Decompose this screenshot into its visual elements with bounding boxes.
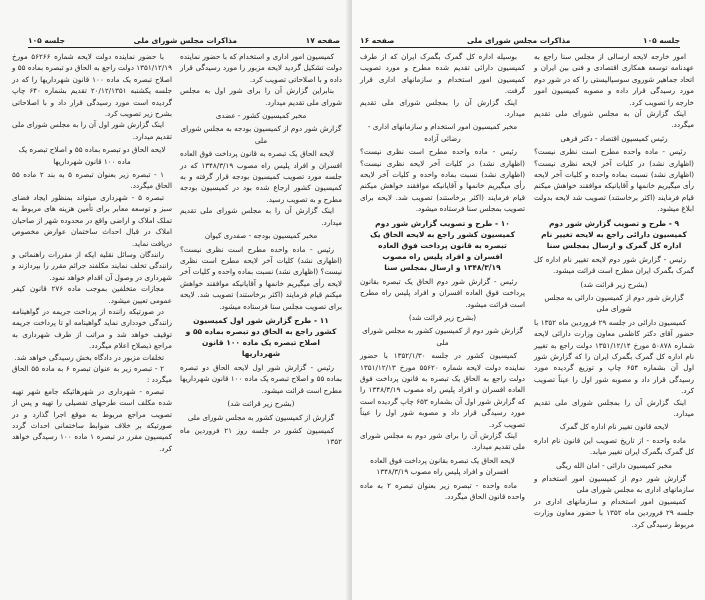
paragraph: رانندگان وسائل نقلیه ایکه از مقررات راهنمائی و رانندگی تخلف نمایند مکلفند جرائم مقرر را بپردازند و شهرداری در وصول آن اقدام خواهد نمود. <box>12 249 172 282</box>
page-header <box>360 33 680 48</box>
paragraph: اینک گزارش آن را برای شور دوم به مجلس شورای ملی تقدیم میدارد. <box>360 430 525 452</box>
page-number: صفحه ۱۷ <box>305 36 340 45</box>
paragraph: اینک گزارش آن را بمجلس شورای ملی تقدیم میدارد. <box>534 397 694 418</box>
paragraph: کمیسیون کشور در جلسه ۱۳۵۲/۱/۳۰ با حضور نماینده دولت لایحه شماره ۵۵۶۲۰ مورخ ۱۳۵۱/۱۲/۱۳ دولت راجع به الحاق یک تبصره به قانون پرداخت فوق العاده افسران و افراد پلیس راه مصوب ۱۳۴۸/۳/۱۹ را که گزارش شور اول آن بشماره ۶۵۳ چاپ گردیده است مورد رسیدگی قرار داد و مصوبه شور اول را عیناً تصویب کرد. <box>360 351 526 429</box>
section-heading: ۱۰ - طرح و تصویب گزارش شور دوم کمیسیون کشور راجع به لایحه الحاق یک تبصره به قانون پرداخت فوق العاده افسران و افراد پلیس راه مصوب ۱۳۴۸/۳/۱۹ و ارسال بمجلس سنا <box>370 218 515 272</box>
paragraph: امور خارجه لایحه ارسالی از مجلس سنا راجع به عهدنامه توسعه همکاری اقتصادی و فنی بین ایران و اتحاد جماهیر شوروی سوسیالیستی را که در شور دوم مورد رسیدگی قرار داده و مصوبه کمیسیون امور خارجه را تصویب کرد. <box>534 52 694 107</box>
paragraph: ۱ - تبصره زیر بعنوان تبصره ۵ به بند ۲ ماده ۵۵ الحاق میگردد. <box>12 170 172 191</box>
paragraph: رئیس - گزارش شور دوم الحاق یک تبصره بقانون پرداخت فوق العاده افسران و افراد پلیس راه مطرح است قرائت میشود. <box>360 276 525 309</box>
paragraph: اینک گزارش شور اول آن را به مجلس شورای ملی تقدیم میدارد. <box>12 120 172 141</box>
paragraph: گزارش شور دوم از کمیسیون امور استخدام و سازمانهای اداری به مجلس شورای ملی <box>534 474 694 495</box>
paragraph: ۲ - تبصره زیر به عنوان تبصره ۶ به ماده ۵۵ الحاق میگردد : <box>12 363 172 385</box>
centered-line: رئیس کمیسیون اقتصاد - دکتر فرهی <box>560 133 668 143</box>
text-column <box>180 51 342 448</box>
paragraph: بوسیله اداره کل گمرک بگمرک ایران که از طرف کمیسیون دارائی تقدیم شده مطرح و مورد تصویب کمیسیون امور استخدام و سازمانهای اداری قرار گرفت. <box>360 52 525 96</box>
right-page <box>352 0 705 600</box>
centered-line: (بشرح زیر قرائت شد) <box>227 399 295 409</box>
paragraph: ماده واحده - از تاریخ تصویب این قانون نام اداره کل گمرک بگمرک ایران تغییر میابد. <box>534 435 694 457</box>
centered-line: مخبر کمیسیون امور استخدام و سازمانهای اداری - رضائی آزاده <box>367 122 518 143</box>
paragraph: در صورتیکه راننده از پرداخت جریمه در گواهینامه رانندگی خودداری نماید گواهینامه او تا پرداخت جریمه توقیف خواهد شد و مراتب از طرف شهرداری به مراجع ذیصلاح اعلام میگردد. <box>12 306 172 351</box>
paragraph: اینک گزارش آن را بمجلس شورای ملی تقدیم میدارد. <box>360 97 525 119</box>
centered-line: (بشرح زیر قرائت شد) <box>408 312 477 322</box>
centered-line: لایحه الحاق دو تبصره بماده ۵۵ و اصلاح تبصره یک ماده ۱۰۰ قانون شهرداریها <box>18 145 166 166</box>
publication-title: مذاکرات مجلس شورای ملی <box>467 36 571 45</box>
paragraph: کمیسیون دارائی در جلسه ۲۹ فروردین ماه ۱۳۵۲ با حضور آقای دکتر کاظمی معاون وزارت دارائی لایحه شماره ۵۰۸۷۸ مورخ ۱۳۵۱/۱۲/۱۴ دولت راجع به تغییر نام اداره کل گمرک بگمرک ایران را که گزارش شور اول آن بشماره ۶۵۴ چاپ و توزیع گردیده مورد رسیدگی قرار داد و مصوبه شور اول را عیناً تصویب کرد. <box>534 317 695 396</box>
paragraph: بنابراین گزارش آن را برای شور اول به مجلس شورای ملی تقدیم میدارد. <box>180 86 342 107</box>
paragraph: مجازات متخلفین بموجب ماده ۲۷۶ قانون کیفر عمومی تعیین میشود. <box>12 284 172 305</box>
paragraph: لایحه الحاق یک تبصره به قانون پرداخت فوق العاده افسران و افراد پلیس راه مصوب ۱۳۴۸/۳/۱۹ که در جلسه مورد تصویب کمیسیون بودجه قرار گرفته و به کمیسیون کشور ارجاع شده بود در کمیسیون بودجه مطرح و به تصویب رسید. <box>180 149 342 204</box>
centered-line: (بشرح زیر قرائت شد) <box>580 279 648 289</box>
session-number: جلسه ۱۰۵ <box>643 36 680 45</box>
centered-line: لایحه الحاق یک تبصره بقانون پرداخت فوق العاده افسران و افراد پلیس راه مصوب ۱۳۴۸/۳/۱۹ <box>370 455 515 477</box>
text-column <box>360 51 525 502</box>
paragraph: رئیس - گزارش شور دوم لایحه تغییر نام اداره کل گمرک بگمرک ایران مطرح است قرائت میشود. <box>534 254 694 276</box>
paragraph: رئیس - ماده واحده مطرح است نظری نیست؟ (اظهاری نشد) در کلیات آخر لایحه نظری نیست؟ (اظهاری نشد) نسبت بماده واحده و کلیات آخر لایحه رأی میگیریم خانمها و آقایانیکه موافقند خواهش میکنم قیام فرمایند (اکثر برخاستند) تصویب شد لایحه بدولت ابلاغ میشود. <box>534 147 694 214</box>
centered-line: گزارش شور دوم از کمیسیون کشور به مجلس شورای ملی <box>362 326 523 347</box>
centered-line: گزارش از کمیسیون کشور به مجلس شورای ملی <box>187 412 335 422</box>
paragraph: تبصره ۵ - شهرداری میتواند بمنظور ایجاد فضای سبز و توسعه معابر برای تأمین هزینه های مربوط به تملک املاک و اراضی واقع در محدوده شهر از صاحبان املاک در قبال احداث ساختمان عوارض مخصوص دریافت نماید. <box>12 192 172 248</box>
page-header <box>28 33 340 48</box>
paragraph: کمیسیون امور استخدام و سازمانهای اداری در جلسه ۲۹ فروردین ماه ۱۳۵۲ با حضور معاون وزارت مربوط رسیدگی کرد. <box>534 496 694 529</box>
centered-line: گزارش شور دوم از کمیسیون دارائی به مجلس شورای ملی <box>544 292 684 314</box>
centered-line: مخبر کمیسیون بودجه - صفدری کیوان <box>204 231 318 241</box>
paragraph: تخلفات مزبور در دادگاه بخش رسیدگی خواهد شد. <box>14 352 164 362</box>
paragraph: تبصره - شهرداری در شهرهائیکه جامع شهر تهیه شده مکلف است طرحهای تفصیلی را تهیه و پس از تصویب مراجع مربوط به موقع اجرا گذارد و در صورتیکه بر خلاف ضوابط ساختمانی احداث گردد کمیسیون مقرر در تبصره ۱ ماده ۱۰۰ رسیدگی خواهد کرد. <box>12 386 172 453</box>
paragraph: رئیس - ماده واحده مطرح است نظری نیست؟ (اظهاری نشد) در کلیات آخر لایحه نظری نیست؟ (اظهاری نشد) نسبت بماده واحده و کلیات آخر لایحه رأی میگیریم خانمها و آقایانیکه موافقند خواهش میکنم قیام فرمایند (اکثر برخاستند) تصویب شد. لایحه برای تصویب بمجلس سنا فرستاده میشود. <box>360 147 525 214</box>
text-column <box>12 51 172 454</box>
page-number: صفحه ۱۶ <box>360 36 395 45</box>
paragraph: ماده واحده - تبصره زیر بعنوان تبصره ۲ به ماده واحده قانون الحاق میگردد. <box>360 480 525 501</box>
paragraph: اینک گزارش آن را به مجلس شورای ملی تقدیم میدارد. <box>180 206 342 227</box>
section-heading: ۹ - طرح و تصویب گزارش شور دوم کمیسیون دارائی راجع به لایحه تغییر نام اداره کل گمرک و ارسال بمجلس سنا <box>541 218 687 250</box>
session-number: جلسه ۱۰۵ <box>28 36 66 45</box>
paragraph: با حضور نماینده دولت لایحه شماره ۵۶۲۶۶ مورخ ۱۳۵۱/۱۲/۱۹ دولت راجع به الحاق دو تبصره بماده ۵۵ و اصلاح تبصره یک ماده ۱۰۰ قانون شهرداریها را که در جلسه یکشنبه ۲۰/۱۲/۱۳۵۱ تقدیم بشماره ۶۴۰ چاپ گردیده است مورد رسیدگی قرار داد و با اصلاحاتی بشرح زیر تصویب کرد. <box>12 52 173 119</box>
publication-title: مذاکرات مجلس شورای ملی <box>133 36 237 45</box>
paragraph: کمیسیون کشور در جلسه روز ۲۱ فروردین ماه ۱۳۵۲ <box>180 425 342 447</box>
paragraph: رئیس - گزارش شور اول لایحه الحاق دو تبصره بماده ۵۵ و اصلاح تبصره یک ماده ۱۰۰ قانون شهرداریها مطرح است قرائت میشود. <box>180 362 342 395</box>
paragraph: اینک گزارش آن به مجلس شورای ملی تقدیم میگردد. <box>534 109 694 130</box>
text-column <box>534 51 694 530</box>
centered-line: مخبر کمیسیون دارائی - امان الله ریگی <box>555 460 673 470</box>
section-heading: ۱۱ - طرح گزارش شور اول کمیسیون کشور راجع به الحاق دو تبصره بماده ۵۵ و اصلاح تبصره یک ماده ۱۰۰ قانون شهرداریها <box>185 315 337 358</box>
left-page <box>0 0 352 600</box>
centered-line: مخبر کمیسیون کشور - عضدی <box>215 111 307 121</box>
paragraph: رئیس - ماده واحده مطرح است نظری نیست؟ (اظهاری نشد) کلیات آخر لایحه مطرح است نظری نیست؟ (اظهاری نشد) نسبت بماده واحده و کلیات آخر لایحه رأی میگیریم خانمها و آقایانیکه موافقند خواهش میکنم قیام فرمایند (اکثر برخاستند) تصویب شد. لایحه برای تصویب مجلس سنا فرستاده میشود. <box>180 244 342 311</box>
centered-line: گزارش شور دوم از کمیسیون بودجه به مجلس شورای ملی <box>180 124 342 145</box>
paragraph: کمیسیون امور اداری و استخدام که با حضور نماینده دولت تشکیل گردید لایحه مزبور را مورد رسیدگی قرار داده و با اصلاحاتی تصویب کرد. <box>180 52 342 84</box>
centered-line: لایحه قانون تغییر نام اداره کل گمرک <box>559 422 669 432</box>
